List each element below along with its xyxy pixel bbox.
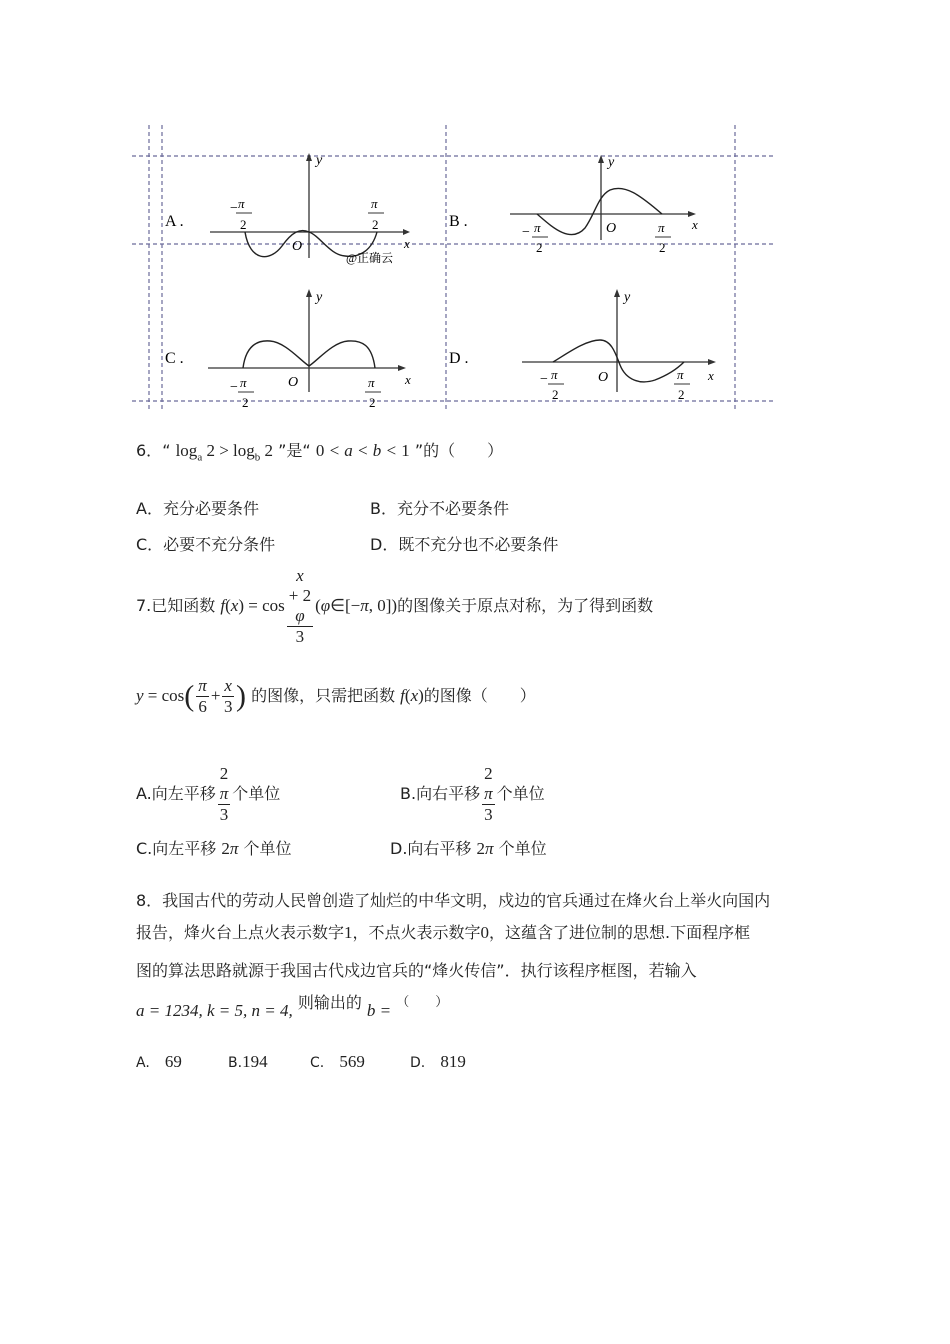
q6-option-d[interactable]: D．既不充分也不必要条件 xyxy=(370,535,559,554)
q7-stem-line2: y = cos( $\frac{\pi}{6}$ + $\frac{x}{3}$ ) 的图像，只需把函数 f(x)的图像（ ） xyxy=(136,676,536,716)
q6-condition-2: 0 < a < b < 1 xyxy=(315,441,410,460)
graph-panel-d xyxy=(449,289,716,402)
q8-line4: a = 1234, k = 5, n = 4, 则输出的 b = （ ） xyxy=(136,993,449,1020)
q8-line2: 报告，烽火台上点火表示数字1，不点火表示数字0，这蕴含了进位制的思想.下面程序框 xyxy=(136,923,751,942)
panel-label-d: D . xyxy=(449,350,469,367)
panel-label-a: A . xyxy=(165,213,184,230)
q8-option-b[interactable]: B.194 xyxy=(228,1052,268,1071)
q7-target-function: y = cos xyxy=(136,686,185,705)
svg-text:π: π xyxy=(658,220,665,235)
svg-text:π: π xyxy=(371,196,378,211)
q8-inputs: a = 1234, k = 5, n = 4, xyxy=(136,1001,293,1020)
panel-label-b: B . xyxy=(449,213,468,230)
svg-text:π: π xyxy=(238,196,245,211)
svg-text:2: 2 xyxy=(372,217,379,232)
svg-text:−: − xyxy=(230,380,238,395)
q6-stem: 6．“ $\log_a 2 > \log_b 2$ ”是“ 0 < a < b < 1 ”的（ ） xyxy=(136,441,504,464)
q8-line1: 8．我国古代的劳动人民曾创造了灿烂的中华文明，戍边的官兵通过在烽火台上举火向国内 xyxy=(136,891,771,910)
graph-panel-c xyxy=(165,289,411,410)
y-axis-label-b: y xyxy=(608,155,615,170)
svg-text:π: π xyxy=(534,220,541,235)
svg-text:π: π xyxy=(240,375,247,390)
x-axis-label-c: x xyxy=(405,372,411,387)
y-axis-label-c: y xyxy=(316,290,323,305)
x-axis-label-d: x xyxy=(708,368,714,383)
graph-panel-b xyxy=(449,155,698,255)
y-axis-label-d: y xyxy=(624,290,631,305)
y-axis-label-a: y xyxy=(316,153,323,168)
watermark: @正确云 xyxy=(346,251,394,265)
q8-option-d[interactable]: D. 819 xyxy=(410,1052,466,1071)
q7-option-a[interactable]: A.向左平移 2 π 3 个单位 xyxy=(136,764,281,824)
svg-text:2: 2 xyxy=(678,387,685,402)
svg-text:2: 2 xyxy=(369,395,376,410)
svg-text:−: − xyxy=(540,372,548,387)
svg-text:π: π xyxy=(551,367,558,382)
svg-text:2: 2 xyxy=(536,240,543,255)
origin-label-a: O xyxy=(292,239,303,254)
origin-label-c: O xyxy=(288,375,299,390)
q6-option-a[interactable]: A．充分必要条件 xyxy=(136,499,259,518)
q7-stem-line1: 7.已知函数 f(x) = cos x + 2 φ 3 (φ∈[−π, 0])的图像关于原点对称，为了得到函数 xyxy=(136,566,654,646)
x-axis-label-a: x xyxy=(404,236,410,251)
origin-label-d: O xyxy=(598,370,609,385)
svg-text:2: 2 xyxy=(659,240,666,255)
svg-text:π: π xyxy=(368,375,375,390)
q7-option-d[interactable]: D.向右平移 2π 个单位 xyxy=(390,839,547,858)
q8-option-a[interactable]: A. 69 xyxy=(136,1052,182,1071)
q6-option-c[interactable]: C．必要不充分条件 xyxy=(136,535,276,554)
svg-text:2: 2 xyxy=(552,387,559,402)
svg-text:2: 2 xyxy=(240,217,247,232)
svg-text:2: 2 xyxy=(242,395,249,410)
graph-panel-a xyxy=(165,153,410,265)
origin-label-b: O xyxy=(606,221,617,236)
svg-text:−: − xyxy=(230,201,238,216)
q8-output-var: b = xyxy=(366,1001,392,1020)
q7-function-def: f(x) = cos xyxy=(220,596,285,615)
q7-option-b[interactable]: B.向右平移 2 π 3 个单位 xyxy=(400,764,545,824)
curve-b xyxy=(537,188,662,234)
curve-d xyxy=(553,340,684,382)
x-axis-label-b: x xyxy=(692,217,698,232)
panel-label-c: C . xyxy=(165,350,184,367)
function-graph-figure xyxy=(0,0,950,420)
svg-text:−: − xyxy=(522,225,530,240)
q8-option-c[interactable]: C. 569 xyxy=(310,1052,365,1071)
q6-condition-1: $\log_a 2 > \log_b 2$ xyxy=(175,441,274,464)
q6-option-b[interactable]: B．充分不必要条件 xyxy=(370,499,509,518)
q8-line3: 图的算法思路就源于我国古代戍边官兵的“烽火传信”．执行该程序框图，若输入 xyxy=(136,961,697,980)
svg-text:π: π xyxy=(677,367,684,382)
q7-option-c[interactable]: C.向左平移 2π 个单位 xyxy=(136,839,292,858)
